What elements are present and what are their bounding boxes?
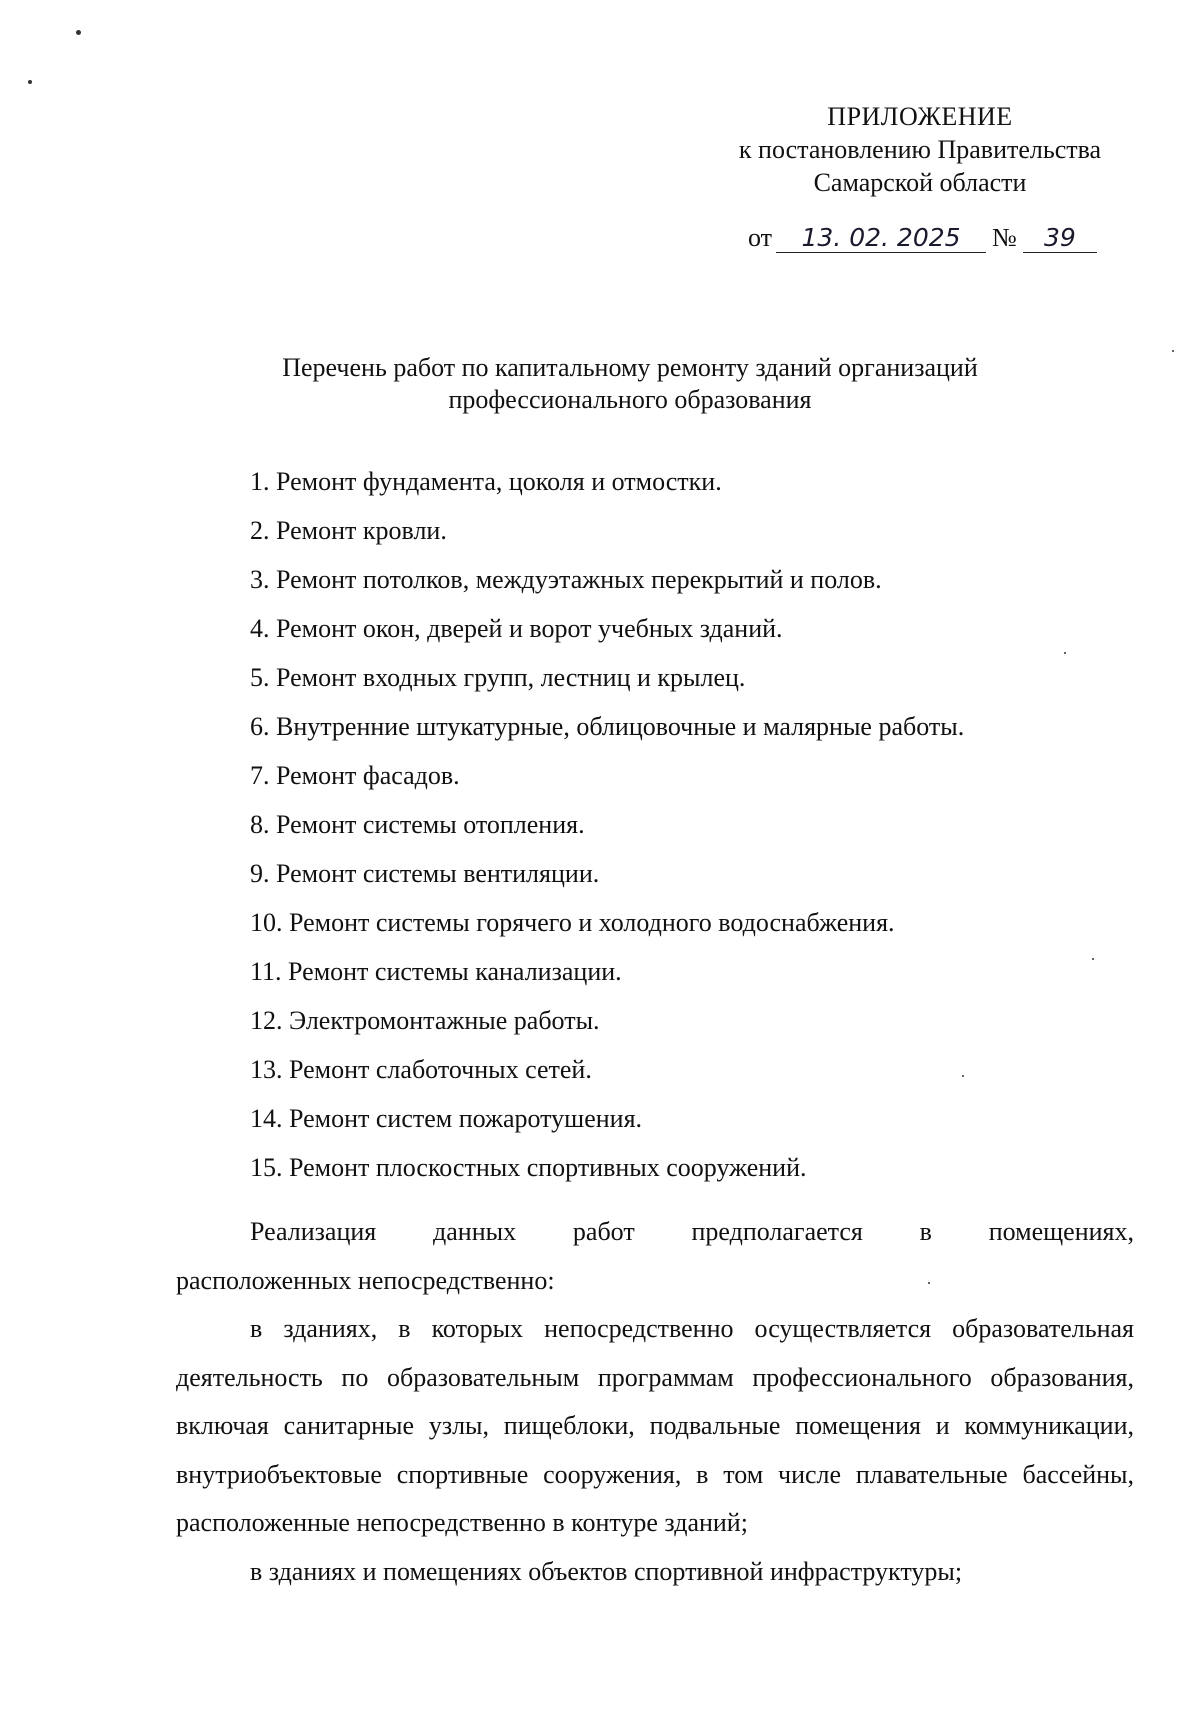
list-item: 8. Ремонт системы отопления.: [250, 810, 585, 839]
body-text: [176, 1208, 1134, 1596]
document-title-line-2: профессионального образования: [448, 385, 812, 414]
list-item: 5. Ремонт входных групп, лестниц и крылец.: [250, 663, 746, 692]
paragraph-1-line-2: расположенных непосредственно:: [176, 1265, 555, 1295]
handwritten-number: 39: [1023, 224, 1097, 253]
scan-speck: [28, 80, 32, 84]
list-item: 14. Ремонт систем пожаротушения.: [250, 1104, 643, 1133]
list-item: 6. Внутренние штукатурные, облицовочные и малярные работы.: [250, 712, 965, 741]
resolution-date-line: [748, 222, 1097, 254]
scan-speck: [1172, 350, 1174, 352]
list-item: 12. Электромонтажные работы.: [250, 1006, 600, 1035]
appendix-line-2: Самарской области: [813, 168, 1027, 197]
document-title-line-1: Перечень работ по капитальному ремонту зданий организаций: [282, 353, 978, 382]
list-item: 13. Ремонт слаботочных сетей.: [250, 1055, 592, 1084]
document-title: [200, 352, 1060, 416]
paragraph-3: в зданиях и помещениях объектов спортивной инфраструктуры;: [250, 1556, 963, 1586]
list-item: 11. Ремонт системы канализации.: [250, 957, 622, 986]
date-prefix: от: [748, 223, 773, 252]
paragraph-2: в зданиях, в которых непосредственно осуществляется образовательная деятельность по образовательным программам профессионального образования, включая санитарные узлы, пищеблоки, подвальные помещения и коммуникации, внутриобъектовые спортивные сооружения, в том числе плавательные бассейны, расположенные непосредственно в контуре зданий;: [176, 1314, 1134, 1537]
list-item: 9. Ремонт системы вентиляции.: [250, 859, 600, 888]
paragraph-1-line-1: Реализация данных работ предполагается в помещениях,: [250, 1217, 1134, 1246]
appendix-header: [700, 100, 1140, 199]
appendix-line-1: к постановлению Правительства: [738, 135, 1102, 164]
appendix-title: ПРИЛОЖЕНИЕ: [827, 102, 1013, 131]
works-list: [250, 466, 1150, 1201]
list-item: 7. Ремонт фасадов.: [250, 761, 460, 790]
scan-speck: [76, 30, 81, 35]
list-item: 15. Ремонт плоскостных спортивных сооружений.: [250, 1153, 807, 1182]
list-item: 2. Ремонт кровли.: [250, 516, 447, 545]
list-item: 10. Ремонт системы горячего и холодного водоснабжения.: [250, 908, 895, 937]
list-item: 4. Ремонт окон, дверей и ворот учебных зданий.: [250, 614, 783, 643]
list-item: 1. Ремонт фундамента, цоколя и отмостки.: [250, 467, 722, 496]
handwritten-date: 13. 02. 2025: [776, 224, 986, 253]
list-item: 3. Ремонт потолков, междуэтажных перекрытий и полов.: [250, 565, 882, 594]
number-prefix: №: [992, 223, 1017, 252]
